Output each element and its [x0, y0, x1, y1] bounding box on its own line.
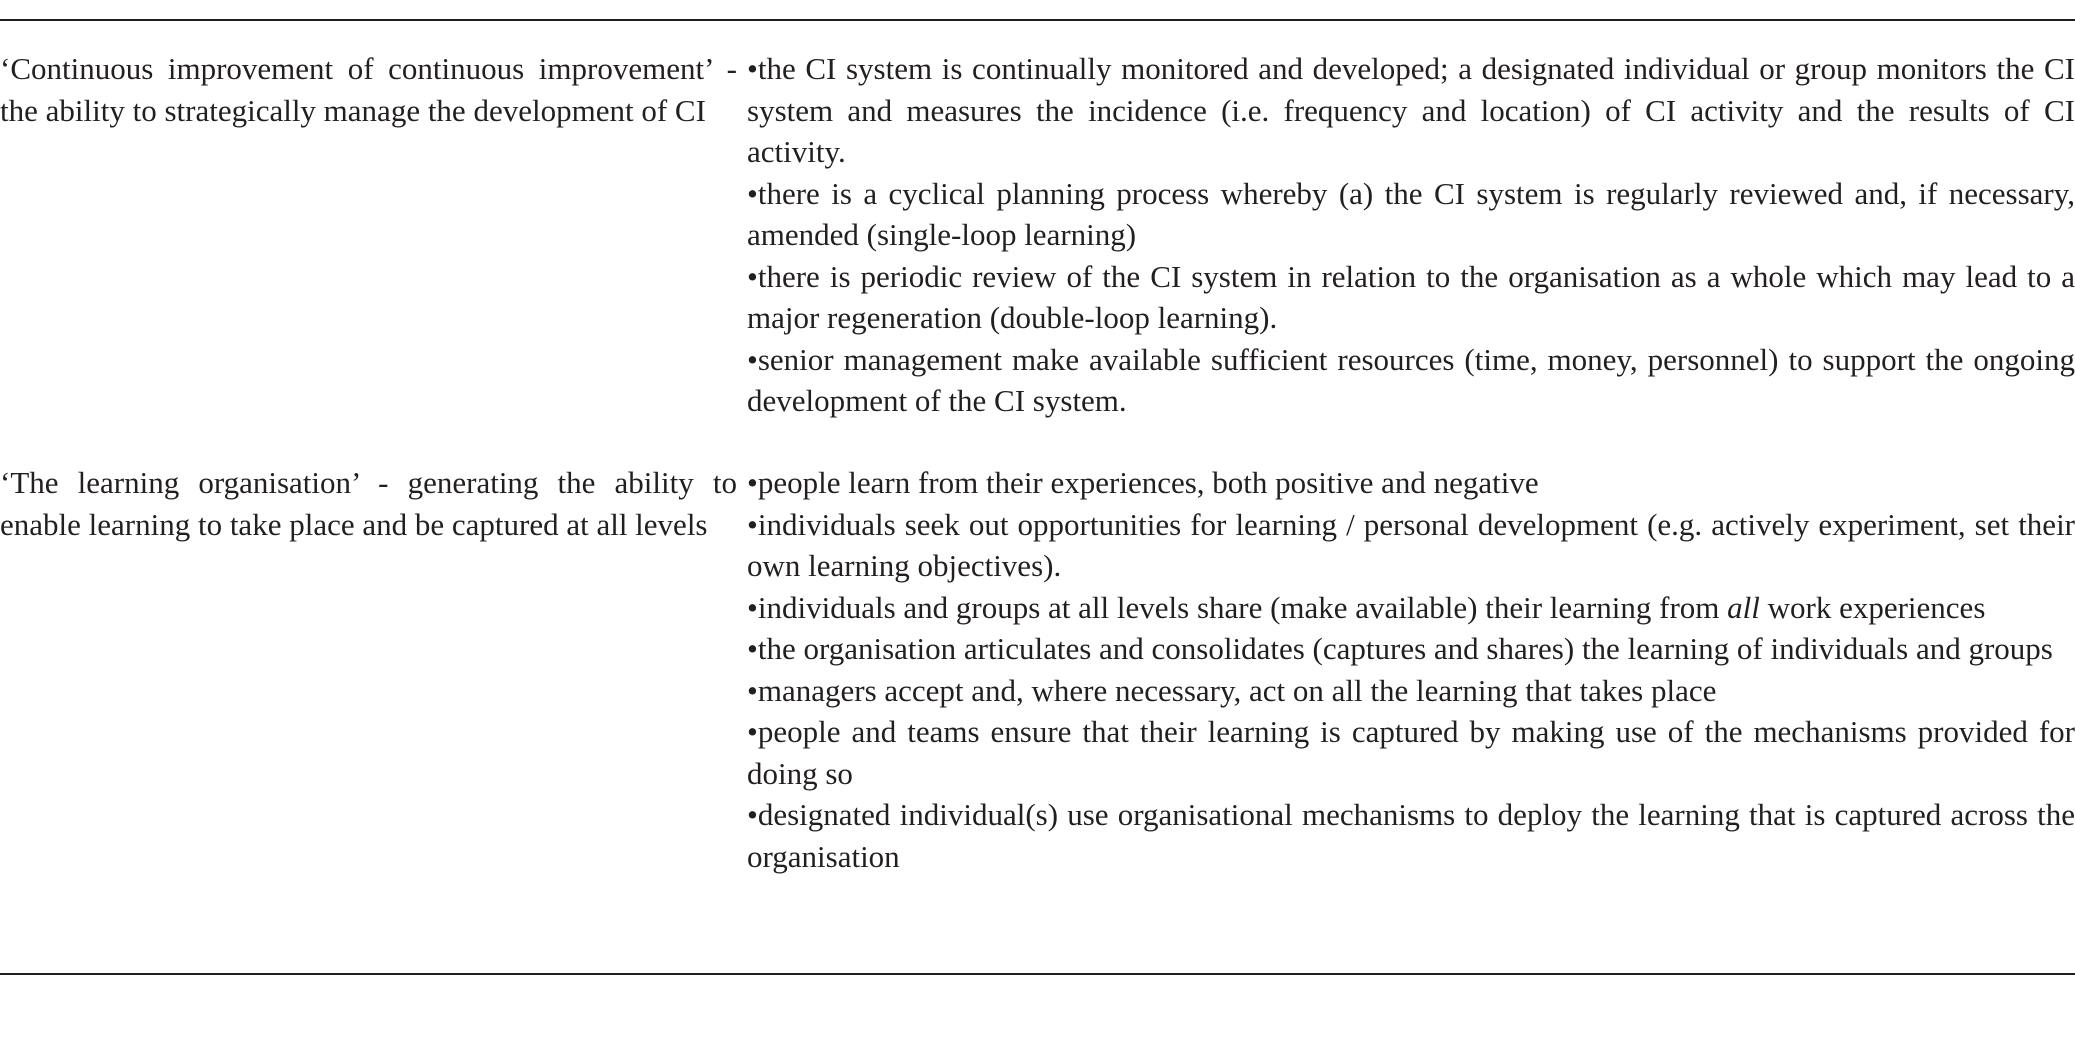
behaviour-text: work experiences — [1759, 589, 1986, 625]
behaviour-item: •the organisation articulates and consolidates (captures and shares) the learning of individuals and groups — [747, 631, 2053, 666]
behaviour-text: •individuals and groups at all levels share (make available) their learning from — [747, 589, 1728, 625]
ability-cell: ‘The learning organisation’ - generating the ability to enable learning to take place and be captured at all levels — [0, 465, 737, 542]
behaviour-item: •people and teams ensure that their learning is captured by making use of the mechanisms provided for doing so — [747, 714, 2075, 791]
behaviours-cell — [747, 48, 2075, 422]
behaviour-item: •managers accept and, where necessary, act on all the learning that takes place — [747, 672, 1717, 708]
behaviours-cell — [747, 462, 2075, 877]
behaviour-emphasis: all — [1727, 589, 1760, 625]
behaviour-item: •the CI system is continually monitored and developed; a designated individual or group monitors the CI system and measures the incidence (i.e. frequency and location) of CI activity and the results of CI activity. — [747, 51, 2075, 169]
ability-cell: ‘Continuous improvement of continuous improvement’ - the ability to strategically manage the development of CI — [0, 51, 737, 128]
behaviour-item: •people learn from their experiences, both positive and negative — [747, 465, 1539, 500]
behaviour-item: •designated individual(s) use organisational mechanisms to deploy the learning that is captured across the organisation — [747, 797, 2075, 874]
behaviour-item: •there is periodic review of the CI system in relation to the organisation as a whole which may lead to a major regeneration (double-loop learning). — [747, 258, 2075, 335]
behaviour-item: •individuals seek out opportunities for learning / personal development (e.g. actively experiment, set their own learning objectives). — [747, 506, 2075, 583]
behaviour-item: •there is a cyclical planning process whereby (a) the CI system is regularly reviewed and, if necessary, amended (single-loop learning) — [747, 175, 2075, 252]
table-top-rule — [0, 19, 2075, 21]
table-bottom-rule — [0, 973, 2075, 975]
behaviour-item — [747, 587, 2075, 629]
behaviour-item: •senior management make available sufficient resources (time, money, personnel) to support the ongoing development of the CI system. — [747, 341, 2075, 418]
